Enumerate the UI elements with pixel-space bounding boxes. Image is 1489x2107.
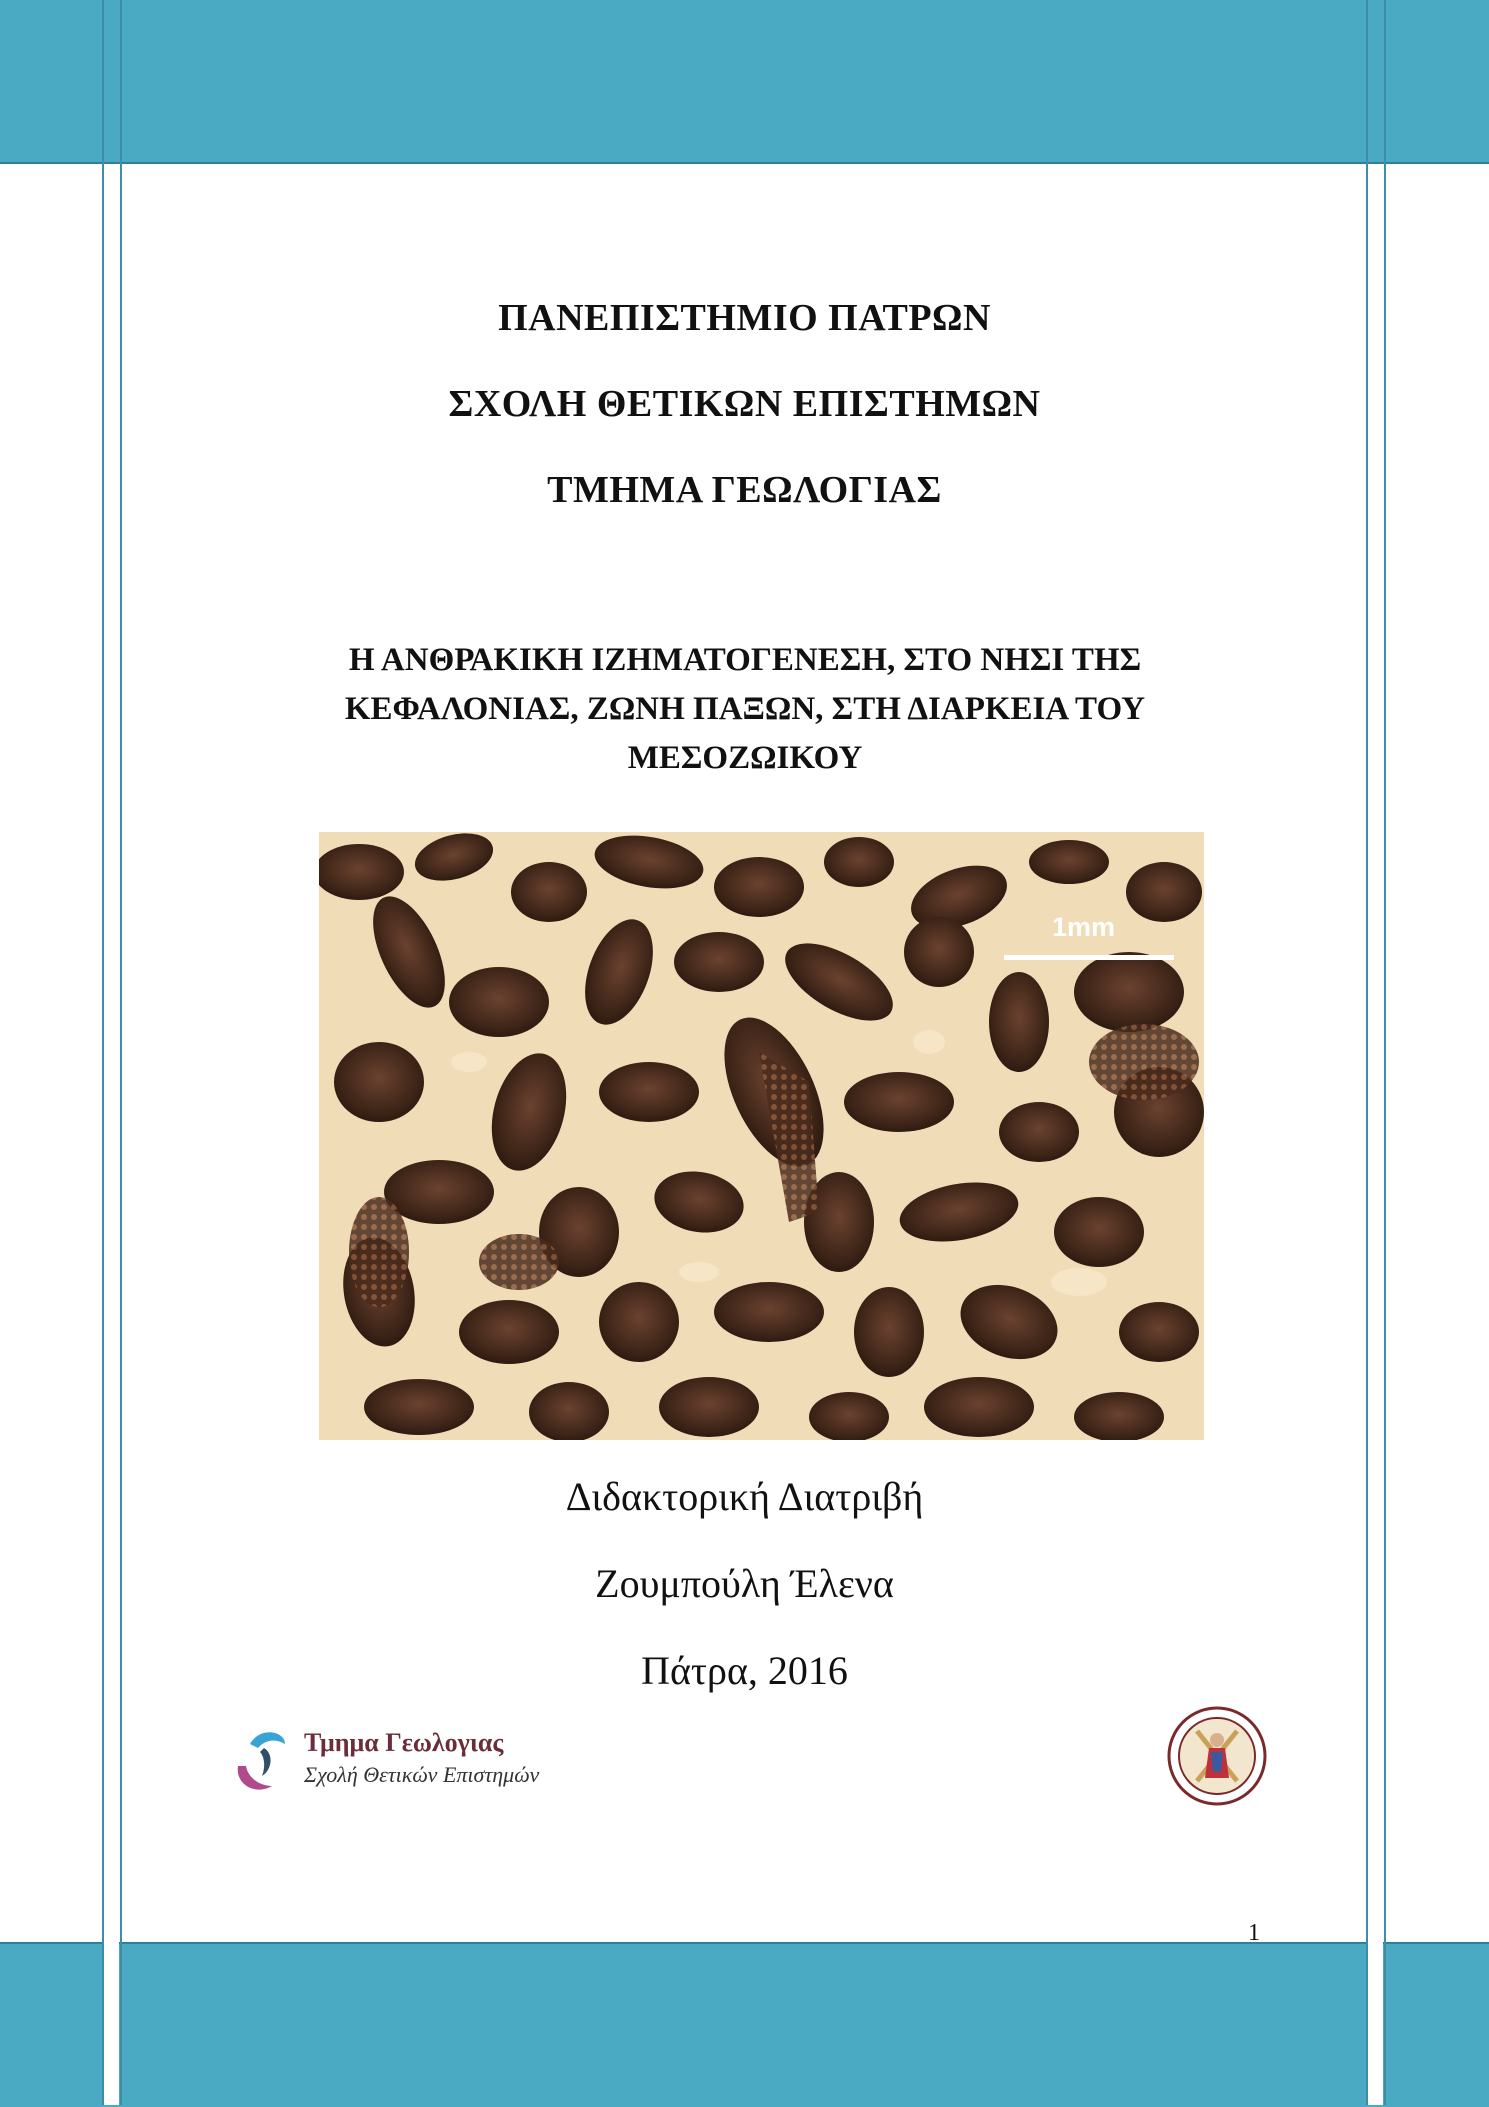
department-heading: ΤΜΗΜΑ ΓΕΩΛΟΓΙΑΣ	[547, 469, 942, 511]
bottom-color-band	[0, 1942, 1489, 2107]
university-seal	[1167, 1706, 1267, 1806]
author-name: Ζουμπούλη Έλενα	[595, 1561, 894, 1606]
page-number: 1	[1248, 1920, 1260, 1946]
department-emblem-icon	[230, 1726, 290, 1796]
university-heading: ΠΑΝΕΠΙΣΤΗΜΙΟ ΠΑΤΡΩΝ	[498, 297, 991, 339]
thesis-type: Διδακτορική Διατριβή	[565, 1474, 924, 1519]
scale-bar	[1004, 955, 1174, 960]
thin-section-micrograph	[319, 832, 1204, 1440]
place-and-year: Πάτρα, 2016	[641, 1648, 848, 1693]
department-logo-subtitle: Σχολή Θετικών Επιστημών	[304, 1762, 540, 1787]
top-color-band	[0, 0, 1489, 164]
department-logo	[230, 1724, 580, 1804]
university-seal-icon	[1167, 1706, 1267, 1806]
thesis-title: Η ΑΝΘΡΑΚΙΚΗ ΙΖΗΜΑΤΟΓΕΝΕΣΗ, ΣΤΟ ΝΗΣΙ ΤΗΣ ΚΕΦΑΛΟΝΙΑΣ, ΖΩΝΗ ΠΑΞΩΝ, ΣΤΗ ΔΙΑΡΚΕΙΑ ΤΟΥ ΜΕΣΟΖΩΙΚΟΥ	[344, 642, 1146, 776]
department-logo-title: Τμημα Γεωλογιας	[304, 1728, 504, 1757]
bottom-band-gap-right	[1368, 1942, 1383, 2105]
school-heading: ΣΧΟΛΗ ΘΕΤΙΚΩΝ ΕΠΙΣΤΗΜΩΝ	[448, 383, 1041, 425]
bottom-band-gap-left	[104, 1942, 119, 2105]
scale-bar-label: 1mm	[1052, 912, 1116, 942]
